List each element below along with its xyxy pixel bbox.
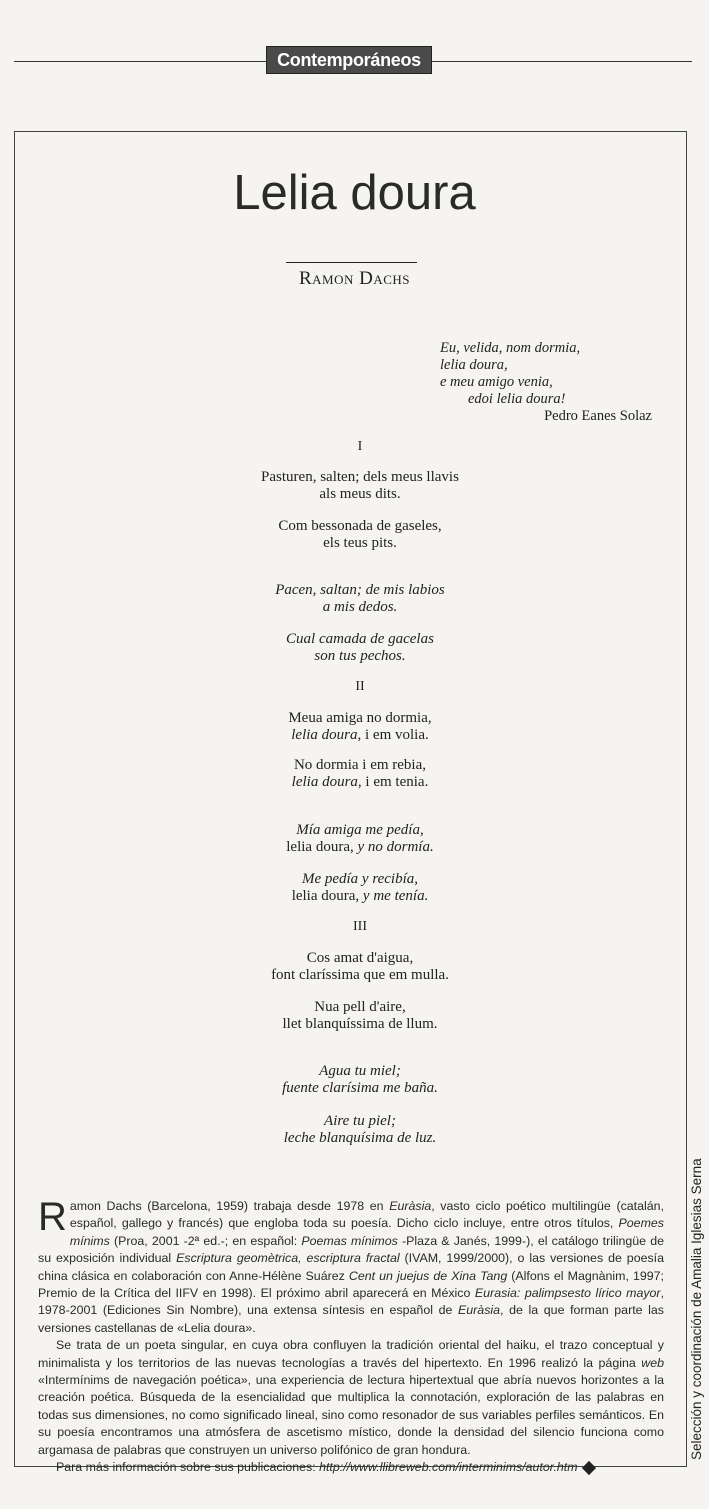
verse-plain: lelia doura, [291, 888, 363, 904]
bio-link-label: Para más información sobre sus publicaciones: [56, 1460, 320, 1475]
verse: llet blanquíssima de llum. [282, 1016, 438, 1032]
bio-italic-run: Poemas mínimos [301, 1233, 398, 1248]
epigraph-line: lelia doura, [440, 357, 508, 373]
verse [200, 727, 520, 744]
bio-text-run: amon Dachs (Barcelona, 1959) trabaja desde 1978 en [69, 1199, 390, 1213]
end-mark-icon [581, 1461, 595, 1475]
verse: son tus pechos. [314, 648, 406, 664]
bio-italic-run: web [641, 1355, 664, 1370]
section-tag: Contemporáneos [266, 46, 432, 74]
bio-text-run: , 1978-2001 (Ediciones Sin Nombre), una extensa síntesis en español de [38, 1286, 665, 1318]
verse-italic: lelia doura [291, 774, 358, 790]
verse: Cual camada de gacelas [286, 631, 434, 647]
stanza [200, 582, 520, 616]
verse-plain: , i em tenia. [357, 774, 429, 790]
epigraph-line: e meu amigo venia, [440, 374, 553, 390]
verse: a mis dedos. [322, 599, 398, 615]
stanza [200, 822, 520, 856]
stanza [200, 871, 520, 905]
bio-paragraph [38, 1459, 664, 1476]
verse: Agua tu miel; [319, 1063, 401, 1079]
section-numeral-i: I [357, 439, 363, 454]
bio-italic-run: Poemes mínims [69, 1216, 664, 1248]
stanza [200, 999, 520, 1033]
bio-text-run: Se trata de un poeta singular, en cuya obra confluyen la tradición oriental del haiku, el trazo conceptual y minimalista y los territorios de las nuevas tecnologías a través del hipertexto. En 1996 realizó la página [38, 1338, 664, 1370]
epigraph [440, 340, 670, 425]
stanza [200, 710, 520, 744]
bio-text-run: , de la que forman parte las versiones castellanas de «Lelia doura». [38, 1303, 665, 1335]
drop-cap: R [38, 1195, 67, 1239]
verse-italic: lelia doura [291, 727, 358, 743]
bio-text-run: (Alfons el Magnànim, 1997; Premio de la Crítica del IIFV en 1998). El próximo abril aparecerá en México [38, 1268, 664, 1301]
verse: No dormia i em rebia, [293, 757, 427, 773]
stanza [200, 950, 520, 984]
article-title: Lelia doura [233, 166, 476, 220]
stanza [200, 518, 520, 552]
bio-italic-run: Cent un juejus de Xina Tang [348, 1268, 508, 1283]
author-url-link[interactable]: http://www.llibreweb.com/interminims/autor.htm [319, 1460, 578, 1475]
header-rule-left [14, 61, 266, 62]
author-biography [38, 1195, 665, 1477]
bio-paragraph [38, 1195, 665, 1337]
verse [200, 839, 520, 856]
verse: els teus pits. [323, 535, 397, 551]
epigraph-attribution: Pedro Eanes Solaz [544, 408, 652, 424]
verse: Meua amiga no dormia, [288, 710, 432, 726]
verse: Com bessonada de gaseles, [278, 518, 442, 534]
section-numeral-iii: III [353, 919, 367, 934]
verse: Nua pell d'aire, [314, 999, 406, 1015]
bio-italic-run: Escriptura geomètrica, escriptura fractal [176, 1251, 400, 1266]
header-rule-right [432, 61, 692, 62]
epigraph-line: edoi lelia doura! [468, 391, 566, 407]
stanza [200, 757, 520, 791]
verse: Pacen, saltan; de mis labios [275, 582, 445, 598]
verse: font claríssima que em mulla. [271, 967, 449, 983]
verse: als meus dits. [319, 486, 401, 502]
bio-text-run: (Proa, 2001 -2ª ed.-; en español: [109, 1233, 302, 1248]
bio-text-run: «Intermínims de navegación poética», una experiencia de lectura hipertextual que abría nuevos horizontes a la creación poética. Búsqueda de la esencialidad que multiplica la connotación, exploración de las palabras en todas sus dimensiones, no como significado lineal, sino como resonador de sus variables perfiles semánticos. En su poesía encontramos una atmósfera de ascetismo místico, donde la densidad del silencio funciona como argamasa de palabras que construyen un universo polifónico de gran hondura. [38, 1373, 664, 1457]
bio-text-run: , vasto ciclo poético multilingüe (catalán, español, gallego y francés) que engloba toda su poesía. Dicho ciclo incluye, entre otros títulos, [69, 1199, 664, 1231]
verse-plain: , i em volia. [357, 727, 429, 743]
editor-credit: Selección y coordinación de Amalia Iglesias Serna [689, 1158, 704, 1460]
bio-text-run: (IVAM, 1999/2000), o las versiones de poesía china clásica en colaboración con Anne-Hélène Suárez [38, 1251, 665, 1283]
bio-italic-run: Eurasia: palimpsesto lírico mayor [474, 1286, 661, 1301]
verse [200, 774, 520, 791]
verse: Mía amiga me pedía, [296, 822, 424, 838]
author-rule [286, 262, 417, 263]
stanza [200, 1063, 520, 1097]
verse [200, 888, 520, 905]
epigraph-line: Eu, velida, nom dormia, [440, 340, 581, 356]
verse: Pasturen, salten; dels meus llavis [261, 469, 459, 485]
stanza [200, 469, 520, 503]
author-name: Ramon Dachs [298, 268, 411, 289]
verse: Cos amat d'aigua, [306, 950, 414, 966]
bio-italic-run: Euràsia [458, 1303, 501, 1318]
bio-text-run: -Plaza & Janés, 1999-), el catálogo trilingüe de su exposición individual [38, 1233, 664, 1266]
verse: fuente clarísima me baña. [282, 1080, 438, 1096]
verse-italic: y me tenía. [362, 888, 429, 904]
section-numeral-ii: II [355, 679, 365, 694]
bio-italic-run: Euràsia [389, 1199, 432, 1213]
bio-paragraph [38, 1337, 664, 1459]
verse: leche blanquísima de luz. [283, 1130, 437, 1146]
verse-italic: y no dormía. [357, 839, 434, 855]
verse: Me pedía y recibía, [301, 871, 419, 887]
stanza [200, 1113, 520, 1147]
verse-plain: lelia doura, [286, 839, 358, 855]
verse: Aire tu piel; [324, 1113, 396, 1129]
stanza [200, 631, 520, 665]
